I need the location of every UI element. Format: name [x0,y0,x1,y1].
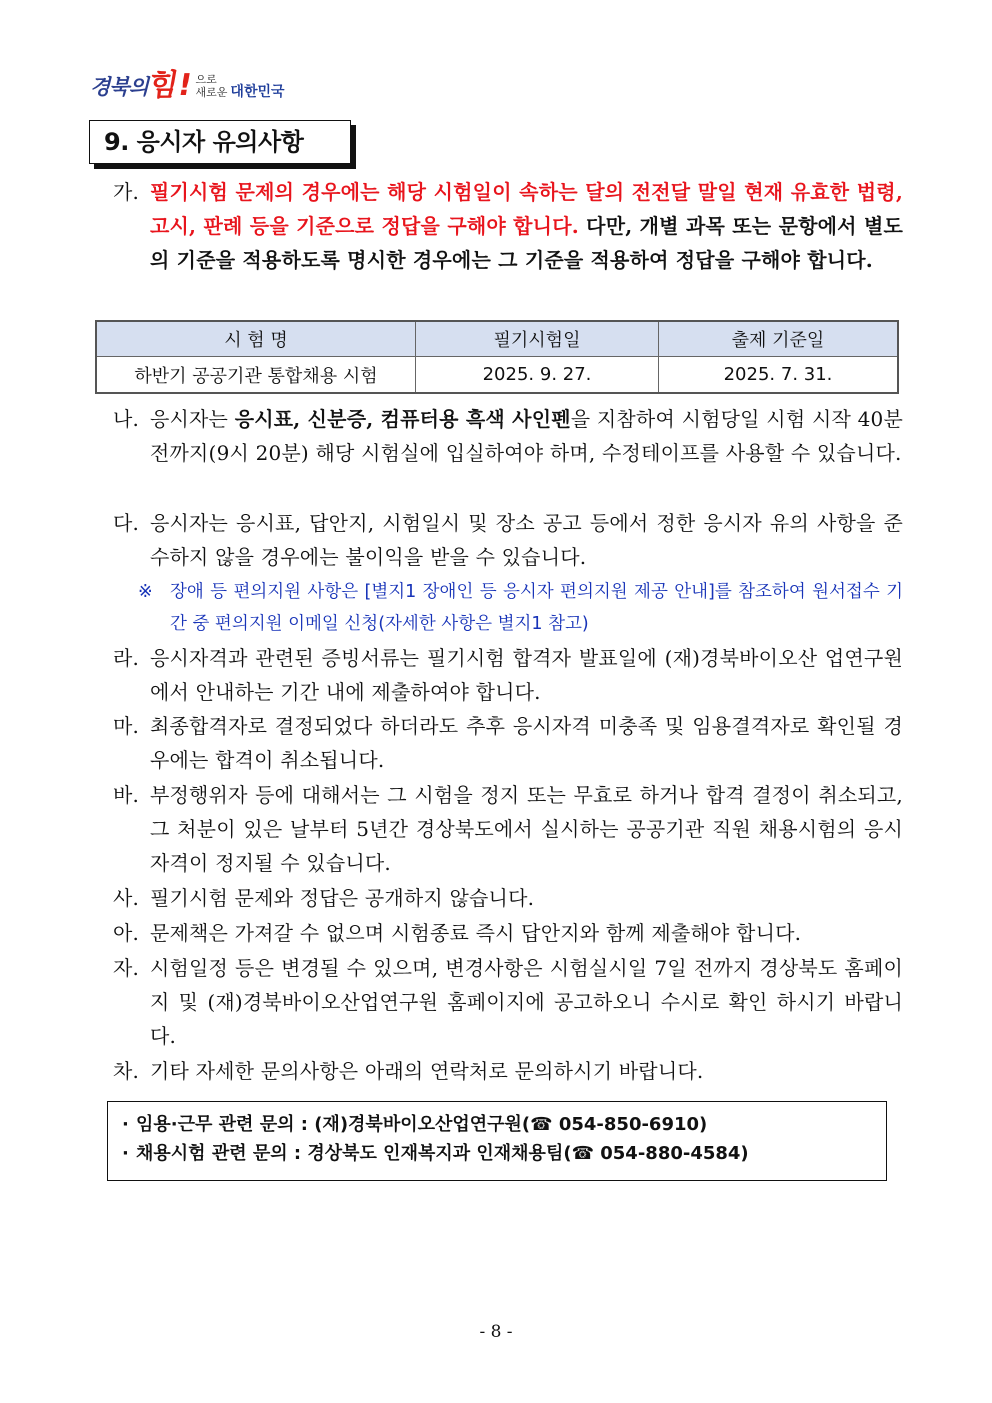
logo-line2: 새로운 [195,85,228,99]
bullet: · [122,1114,129,1135]
table-row [96,357,898,394]
item-label: 사. [113,886,140,910]
logo-brand: 대한민국 [230,83,285,100]
item-label: 라. [113,646,140,670]
logo-bang: 힘! [145,68,195,103]
item-label: 마. [113,714,140,738]
logo [90,66,285,106]
item-da [113,506,903,574]
item-text: 문제책은 가져갈 수 없으며 시험종료 즉시 답안지와 함께 제출해야 합니다. [150,921,802,945]
table-header: 출제 기준일 [659,321,899,357]
contact-phone: 054-850-6910) [552,1114,708,1135]
page-number: - 8 - [479,1322,513,1342]
table-cell: 하반기 공공기관 통합채용 시험 [96,357,416,394]
logo-stack [196,74,285,99]
phone-icon: ☎ [530,1114,553,1135]
item-text: 기타 자세한 문의사항은 아래의 연락처로 문의하시기 바랍니다. [150,1059,704,1083]
logo-script: 경북의 [90,74,148,99]
item-ra [113,641,903,709]
item-cha [113,1054,903,1088]
logo-line1: 으로 [195,72,217,86]
note-text: 장애 등 편의지원 사항은 [별지1 장애인 등 응시자 편의지원 제공 안내]를 참조하여 원서접수 기간 중 편의지원 이메일 신청(자세한 사항은 별지1 참고) [170,582,903,634]
item-bold-text: 응시표, 신분증, 컴퓨터용 흑색 사인펜 [234,407,571,431]
contact-label: 채용시험 관련 문의 : 경상북도 인재복지과 인재채용팀( [136,1143,572,1164]
item-text: 응시자는 응시표, 답안지, 시험일시 및 장소 공고 등에서 정한 응시자 유의 사항을 준수하지 않을 경우에는 불이익을 받을 수 있습니다. [150,511,903,569]
item-label: 나. [113,407,140,431]
item-ma [113,709,903,777]
table-header: 시 험 명 [96,321,416,357]
item-label: 가. [113,180,140,204]
table-cell: 2025. 7. 31. [659,357,899,394]
item-text: 필기시험 문제와 정답은 공개하지 않습니다. [150,886,535,910]
contact-phone: 054-880-4584) [593,1143,749,1164]
bullet: · [122,1143,129,1164]
item-text: 시험일정 등은 변경될 수 있으며, 변경사항은 시험실시일 7일 전까지 경상북도 홈페이지 및 (재)경북바이오산업연구원 홈페이지에 공고하오니 수시로 확인 하시기 바랍니다. [150,956,903,1048]
item-text: 부정행위자 등에 대해서는 그 시험을 정지 또는 무효로 하거나 합격 결정이 취소되고, 그 처분이 있은 날부터 5년간 경상북도에서 실시하는 공공기관 직원 채용시험의 응시자격이 정지될 수 있습니다. [150,783,903,875]
item-text: 응시자격과 관련된 증빙서류는 필기시험 합격자 발표일에 (재)경북바이오산 업연구원에서 안내하는 기간 내에 제출하여야 합니다. [150,646,903,704]
item-red-text: 필기시험 문제의 경우에는 해당 시험일이 속하는 달의 전전달 말일 현재 유효한 법령, 고시, 판례 등을 기준으로 정답을 구해야 합니다. [150,180,903,238]
item-label: 바. [113,783,140,807]
table-header: 필기시험일 [416,321,659,357]
exam-table [95,320,899,394]
item-text: 최종합격자로 결정되었다 하더라도 추후 응시자격 미충족 및 임용결격자로 확인될 경우에는 합격이 취소됩니다. [150,714,903,772]
note [138,576,903,640]
item-ga [113,175,903,277]
item-sa [113,881,903,915]
item-label: 아. [113,921,140,945]
item-ba [113,778,903,880]
item-label: 자. [113,956,140,980]
section-title: 9. 응시자 유의사항 [89,120,351,164]
item-na: 나. 응시자는 응시표, 신분증, 컴퓨터용 흑색 사인펜을 지참하여 시험당일 시험 시작 40분 전까지(9시 20분) 해당 시험실에 입실하여야 하며, 수정테이프를 사용할 수 있습니다. [113,402,903,470]
table-header-row [96,321,898,357]
contact-line [122,1110,886,1139]
contact-box [107,1101,887,1181]
phone-icon: ☎ [571,1143,594,1164]
note-mark: ※ [138,582,153,602]
contact-line [122,1139,886,1168]
contact-label: 임용·근무 관련 문의 : (재)경북바이오산업연구원( [136,1114,531,1135]
item-a [113,916,903,950]
item-bold-text: 다만, 개별 과목 또는 문항에서 별도의 기준을 적용하도록 명시한 경우에는 그 기준을 적용하여 정답을 구해야 합니다. [150,214,904,272]
table-cell: 2025. 9. 27. [416,357,659,394]
item-ja [113,951,903,1053]
item-label: 다. [113,511,140,535]
item-label: 차. [113,1059,140,1083]
